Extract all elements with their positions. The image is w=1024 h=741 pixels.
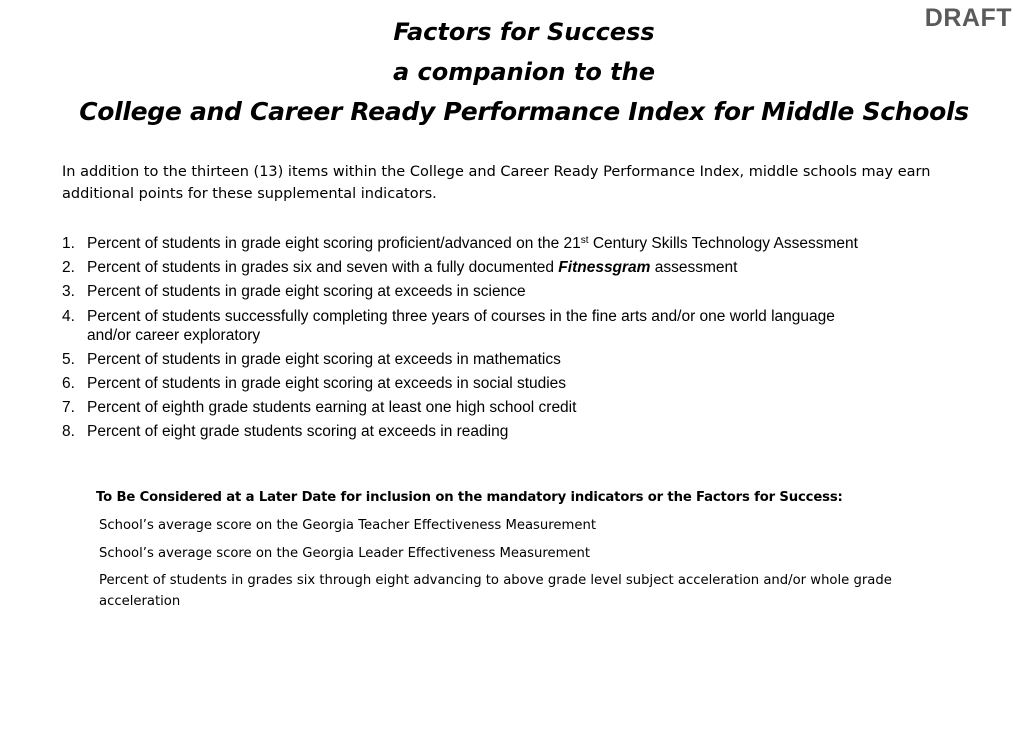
item-number: 2. <box>62 259 75 277</box>
draft-watermark: DRAFT <box>924 4 1012 32</box>
item-text: Percent of students in grade eight scoring at exceeds in science <box>87 283 526 301</box>
indicator-item <box>62 350 962 369</box>
item-text-end: assessment <box>650 259 738 277</box>
title-line-1: Factors for Success <box>393 18 655 46</box>
item-text-end: Century Skills Technology Assessment <box>588 235 858 252</box>
later-date-section <box>96 488 956 619</box>
later-date-item: School’s average score on the Georgia Teacher Effectiveness Measurement <box>99 518 597 533</box>
item-number: 4. <box>62 307 75 325</box>
item-text: Percent of students in grades six and seven with a fully documented <box>87 259 559 277</box>
indicator-item <box>62 234 962 253</box>
item-number: 7. <box>62 399 75 417</box>
item-text: Percent of students in grade eight scoring at exceeds in social studies <box>87 374 567 392</box>
item-text: Percent of students in grade eight scoring proficient/advanced on the 21 <box>87 235 581 252</box>
indicator-item <box>62 398 962 417</box>
item-text: Percent of students in grade eight scoring at exceeds in mathematics <box>87 350 561 368</box>
ordinal-suffix: st <box>580 235 589 246</box>
indicator-item <box>62 258 962 277</box>
indicator-item <box>62 307 962 345</box>
item-number: 5. <box>62 350 75 368</box>
indicator-item <box>62 282 962 301</box>
title-line-3: College and Career Ready Performance Index for Middle Schools <box>79 97 969 126</box>
page-title <box>0 12 1024 132</box>
item-text: Percent of students successfully completing three years of courses in the fine arts and/or one world language and/or career exploratory <box>87 307 835 344</box>
item-number: 8. <box>62 423 75 441</box>
title-line-2: a companion to the <box>392 58 656 86</box>
item-number: 1. <box>62 235 75 252</box>
indicator-list <box>62 234 962 447</box>
later-date-item: School’s average score on the Georgia Leader Effectiveness Measurement <box>99 545 591 561</box>
item-text: Percent of eighth grade students earning at least one high school credit <box>87 399 577 417</box>
later-date-item: Percent of students in grades six through eight advancing to above grade level subject acceleration and/or whole grade acceleration <box>99 573 892 609</box>
indicator-item <box>62 422 962 441</box>
later-date-heading: To Be Considered at a Later Date for inclusion on the mandatory indicators or the Factors for Success: <box>96 490 843 505</box>
indicator-item <box>62 374 962 393</box>
item-text: Percent of eight grade students scoring at exceeds in reading <box>87 423 509 441</box>
item-number: 6. <box>62 374 75 392</box>
item-number: 3. <box>62 283 75 301</box>
intro-paragraph: In addition to the thirteen (13) items within the College and Career Ready Performance Index, middle schools may earn additional points for these supplemental indicators. <box>62 164 931 202</box>
fitnessgram-term: Fitnessgram <box>558 259 651 277</box>
